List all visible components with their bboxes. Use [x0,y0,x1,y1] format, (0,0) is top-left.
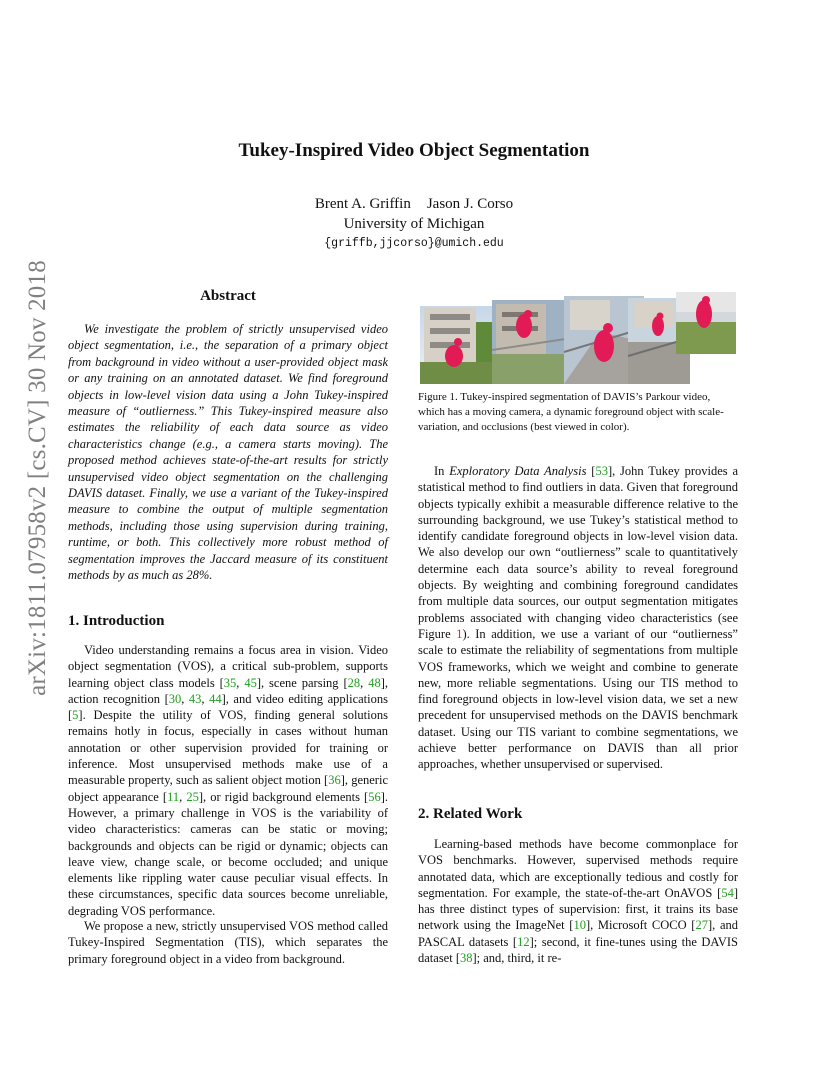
citation-link[interactable]: 43 [188,691,202,706]
introduction-heading: 1. Introduction [68,613,165,629]
citation-link[interactable]: 38 [460,951,473,966]
figure-1-caption: Figure 1. Tukey-inspired segmentation of DAVIS’s Parkour video, which has a moving camera, a dynamic foreground object with scale-variation, and occlusions (best viewed in color). [418,391,724,433]
citation-link[interactable]: 48 [368,675,381,690]
author-list [0,196,828,213]
related-work-heading: 2. Related Work [418,806,523,822]
paper-title: Tukey-Inspired Video Object Segmentation [238,140,590,161]
intro-paragraph-1: Video understanding remains a focus area in vision. Video object segmentation (VOS), a critical sub-problem, supports learning object class models [35, 45], scene parsing [28, 48], action recognition [30, 43, 44], and video editing applications [5]. Despite the utility of VOS, finding general solutions remains hotly in focus, especially in cases without human annotation or other supervision provided for training or inference. Most unsupervised methods make use of a measurable property, such as salient object motion [36], generic object appearance [11, 25], or rigid background elements [56]. However, a primary challenge in VOS is the variability of video characteristics: cameras can be static or moving; backgrounds and objects can be rigid or dynamic; objects can leave view, change scale, or become occluded; and unique elements like rippling water cause peculiar visual effects. In these circumstances, specific data sources become unreliable, degrading VOS performance. [68,643,389,918]
arxiv-identifier: arXiv:1811.07958v2 [cs.CV] 30 Nov 2018 [24,260,51,696]
figure-1-image [420,292,736,384]
citation-link[interactable]: 54 [721,885,734,900]
frame-5 [676,292,736,354]
citation-link[interactable]: 35 [223,675,237,690]
related-work-paragraph: Learning-based methods have become commonplace for VOS benchmarks. However, supervised methods require annotated data, which are exceptionally tedious and costly for segmentation. For example, the state-of-the-art OnAVOS [54] has three distinct types of supervision: first, it trains its base network using the ImageNet [10], Microsoft COCO [27], and PASCAL datasets [12]; second, it fine-tunes using the DAVIS dataset [38]; and, third, it re- [418,837,738,966]
author-name: Jason J. Corso [426,196,514,212]
abstract-text: We investigate the problem of strictly unsupervised video object segmentation, i.e., the separation of a primary object from background in video without a user-provided object mask or any training on an annotated dataset. We find foreground objects in low-level vision data using a John Tukey-inspired measure of “outlierness.” This Tukey-inspired measure also estimates the reliability of each data source as video characteristics change (e.g., a camera starts moving). The proposed method achieves state-of-the-art results for strictly unsupervised video object segmentation on the challenging DAVIS dataset. Finally, we use a variant of the Tukey-inspired measure to combine the output of multiple segmentation methods, including those using supervision during training, runtime, or both. This collectively more robust method of segmentation improves the Jaccard measure of its constituent methods by as much as 28%. [68,322,388,583]
citation-link[interactable]: 36 [328,773,341,788]
citation-link[interactable]: 28 [347,675,361,690]
figure-reference-link[interactable]: 1 [456,626,463,641]
citation-link[interactable]: 56 [368,789,381,804]
citation-link[interactable]: 10 [573,918,586,933]
parkour-frames-image [420,292,736,384]
citation-link[interactable]: 5 [72,708,79,723]
author-name: Brent A. Griffin [314,196,411,212]
frame-1 [420,306,498,384]
book-title: Exploratory Data Analysis [449,464,587,478]
author-email: {griffb,jjcorso}@umich.edu [324,237,504,250]
affiliation: University of Michigan [343,216,485,232]
citation-link[interactable]: 45 [244,675,257,690]
citation-link[interactable]: 12 [517,934,530,949]
citation-link[interactable]: 11 [167,789,180,804]
citation-link[interactable]: 25 [186,789,199,804]
right-column-paragraph: In Exploratory Data Analysis [53], John Tukey provides a statistical method to find outliers in data. Given that foreground objects typically exhibit a measurable difference relative to the surrounding background, we use Tukey’s statistical method to identify candidate foreground objects in low-level vision data. We also develop our own “outlierness” scale to quantitatively determine each data source’s ability to reveal foreground objects. By weighting and combining foreground candidates from multiple data sources, our output segmentation mitigates problems associated with changing video characteristics (see Figure 1). In addition, we use a variant of our “outlierness” scale to estimate the reliability of segmentations from multiple VOS frameworks, which we weight and combine to generate new, more reliable segmentations. Using our TIS method to find foreground objects in low-level vision data, we set a new precedent for unsupervised methods on the DAVIS benchmark dataset. Using our TIS variant to combine segmentations, we achieve better performance on DAVIS than all prior approaches, whether unsupervised or supervised. [418,464,738,772]
citation-link[interactable]: 44 [209,691,222,706]
citation-link[interactable]: 27 [695,918,708,933]
citation-link[interactable]: 53 [595,464,608,478]
citation-link[interactable]: 30 [168,691,182,706]
frame-2 [492,300,572,384]
intro-paragraph-2: We propose a new, strictly unsupervised VOS method called Tukey-Inspired Segmentation (TIS), which separates the primary foreground object in a video from background. [68,919,388,966]
abstract-heading: Abstract [200,288,256,304]
